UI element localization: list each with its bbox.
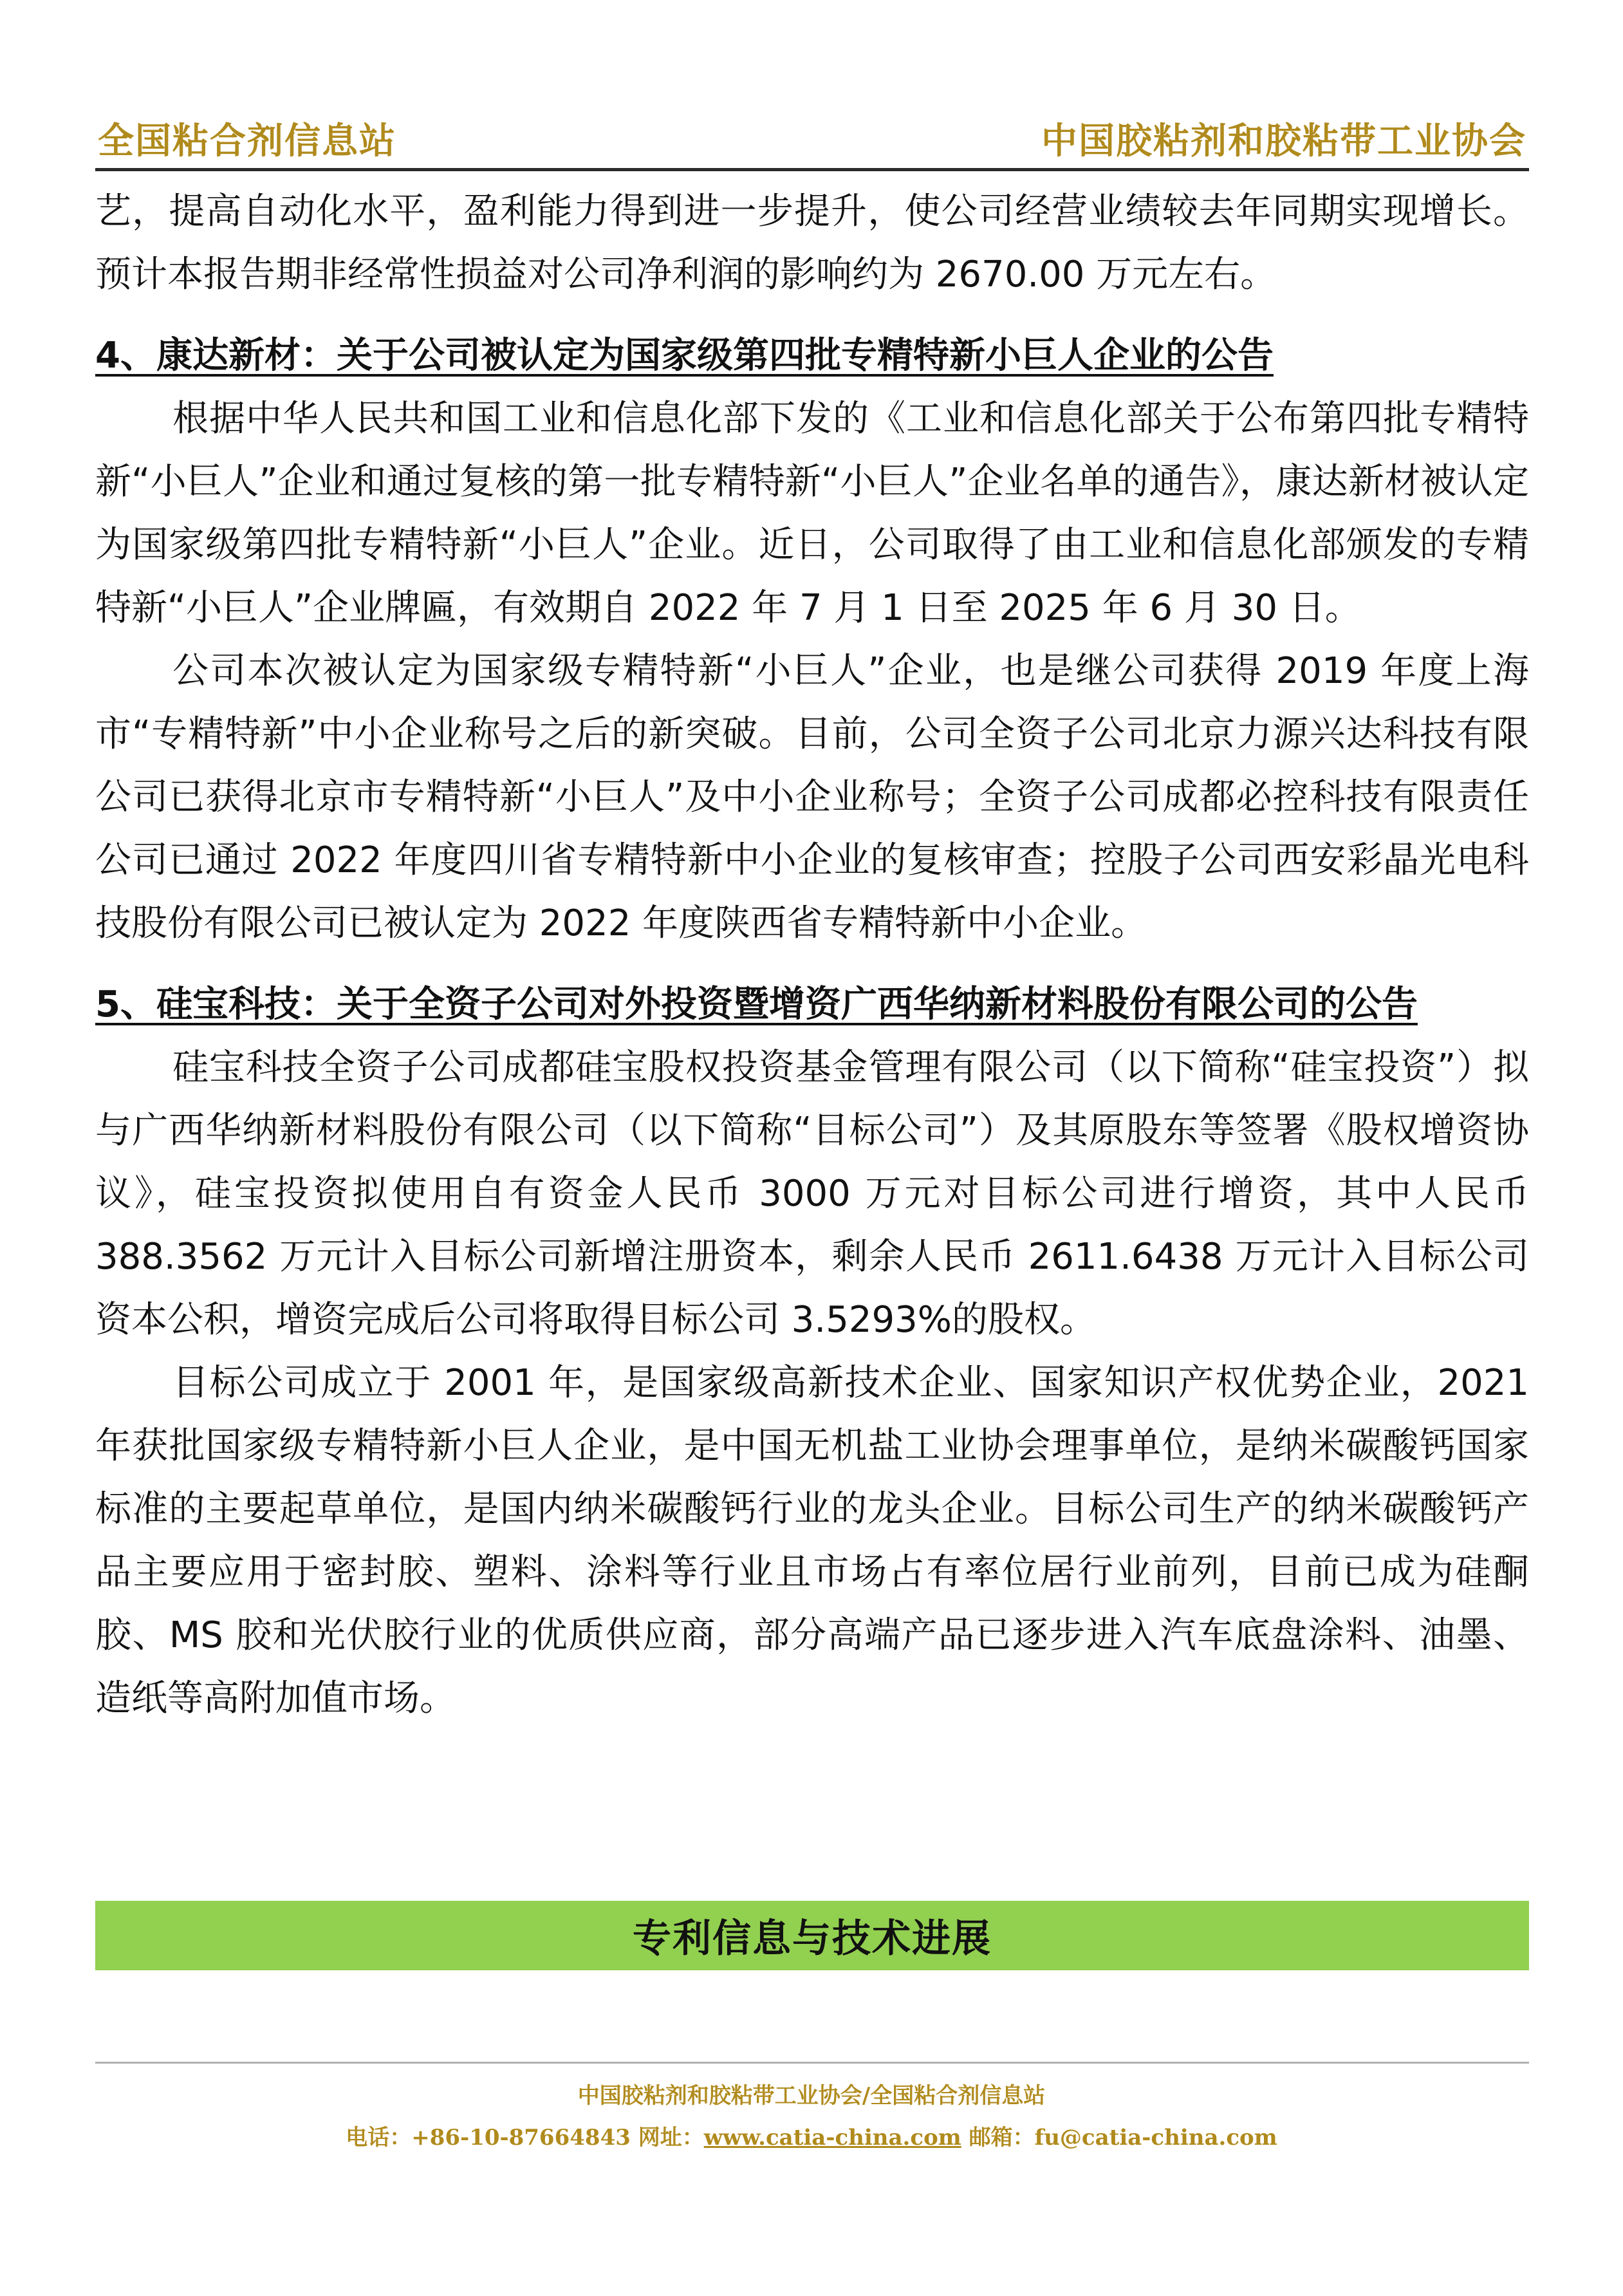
section-5-paragraph-2: 目标公司成立于 2001 年，是国家级高新技术企业、国家知识产权优势企业，2021 年获批国家级专精特新小巨人企业，是中国无机盐工业协会理事单位，是纳米碳酸钙国家标准的主要起草单位，是国内纳米碳酸钙行业的龙头企业。目标公司生产的纳米碳酸钙产品主要应用于密封胶、塑料、涂料等行业且市场占有率位居行业前列，目前已成为硅酮胶、MS 胶和光伏胶行业的优质供应商，部分高端产品已逐步进入汽车底盘涂料、油墨、造纸等高附加值市场。	[95, 1362, 1529, 1719]
section-5-paragraph-1: 硅宝科技全资子公司成都硅宝股权投资基金管理有限公司（以下简称“硅宝投资”）拟与广西华纳新材料股份有限公司（以下简称“目标公司”）及其原股东等签署《股权增资协议》，硅宝投资拟使用自有资金人民币 3000 万元对目标公司进行增资，其中人民币 388.3562 万元计入目标公司新增注册资本，剩余人民币 2611.6438 万元计入目标公司资本公积，增资完成后公司将取得目标公司 3.5293%的股权。	[95, 1047, 1529, 1341]
page-header	[95, 109, 1529, 171]
section-banner	[95, 1901, 1529, 1970]
footer-email[interactable]: fu@catia-china.com	[1034, 2125, 1277, 2151]
section-banner-title: 专利信息与技术进展	[633, 1916, 992, 1961]
header-divider	[95, 168, 1529, 171]
footer-divider	[95, 2062, 1529, 2064]
footer-email-label: 邮箱：	[969, 2125, 1035, 2151]
section-4-paragraph-2: 公司本次被认定为国家级专精特新“小巨人”企业，也是继公司获得 2019 年度上海市“专精特新”中小企业称号之后的新突破。目前，公司全资子公司北京力源兴达科技有限公司已获得北京市专精特新“小巨人”及中小企业称号；全资子公司成都必控科技有限责任公司已通过 2022 年度四川省专精特新中小企业的复核审查；控股子公司西安彩晶光电科技股份有限公司已被认定为 2022 年度陕西省专精特新中小企业。	[95, 650, 1529, 944]
header-right-title: 中国胶粘剂和胶粘带工业协会	[1041, 120, 1526, 162]
footer-website-link[interactable]: www.catia-china.com	[703, 2125, 961, 2151]
section-5-heading: 5、硅宝科技：关于全资子公司对外投资暨增资广西华纳新材料股份有限公司的公告	[95, 984, 1418, 1025]
footer-phone: 电话：+86-10-87664843	[346, 2125, 631, 2151]
section-4-heading: 4、康达新材：关于公司被认定为国家级第四批专精特新小巨人企业的公告	[95, 335, 1274, 377]
intro-continuation-paragraph: 艺，提高自动化水平，盈利能力得到进一步提升，使公司经营业绩较去年同期实现增长。预计本报告期非经常性损益对公司净利润的影响约为 2670.00 万元左右。	[95, 191, 1529, 295]
footer-contact	[0, 2120, 1623, 2151]
header-left-title: 全国粘合剂信息站	[98, 120, 396, 162]
footer-website-label: 网址：	[638, 2125, 704, 2151]
footer-organization: 中国胶粘剂和胶粘带工业协会/全国粘合剂信息站	[577, 2083, 1046, 2109]
section-4-paragraph-1: 根据中华人民共和国工业和信息化部下发的《工业和信息化部关于公布第四批专精特新“小巨人”企业和通过复核的第一批专精特新“小巨人”企业名单的通告》，康达新材被认定为国家级第四批专精特新“小巨人”企业。近日，公司取得了由工业和信息化部颁发的专精特新“小巨人”企业牌匾，有效期自 2022 年 7 月 1 日至 2025 年 6 月 30 日。	[95, 398, 1529, 629]
article-body	[95, 180, 1529, 1730]
